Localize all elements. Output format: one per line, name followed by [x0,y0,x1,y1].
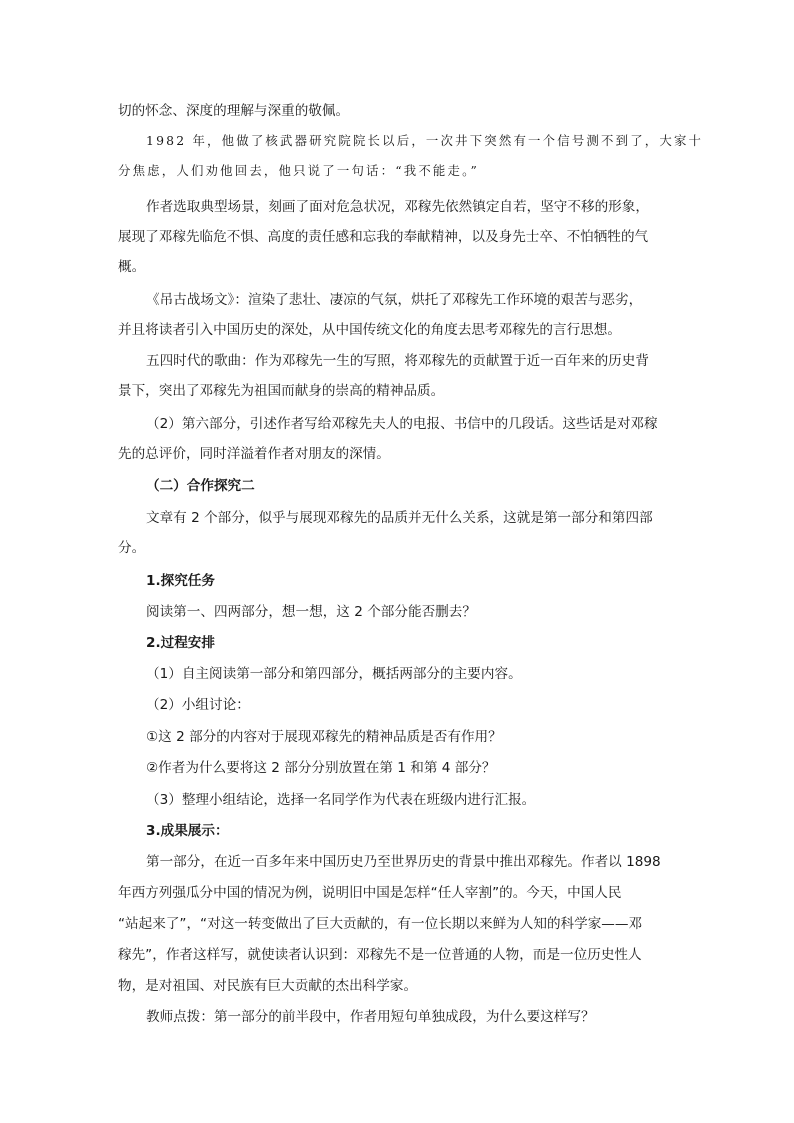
text-line: 景下，突出了邓稼先为祖国而献身的崇高的精神品质。 [118,383,445,399]
text-line: 第一部分，在近一百多年来中国历史乃至世界历史的背景中推出邓稼先。作者以 1898 [146,854,661,870]
text-line: “站起来了”，“对这一转变做出了巨大贡献的，有一位长期以来鲜为人知的科学家——邓 [118,916,643,932]
text-line: 教师点拨：第一部分的前半段中，作者用短句单独成段，为什么要这样写？ [146,1009,595,1025]
text-line: （2）第六部分，引述作者写给邓稼先夫人的电报、书信中的几段话。这些话是对邓稼 [146,416,658,432]
text-line: （3）整理小组结论，选择一名同学作为代表在班级内进行汇报。 [146,792,536,808]
text-line: （2）小组讨论： [146,697,250,713]
text-line: 阅读第一、四两部分，想一想，这 2 个部分能否删去？ [146,604,476,620]
section-heading: 3.成果展示： [146,823,229,839]
text-line: 稼先”，作者这样写，就使读者认识到：邓稼先不是一位普通的人物，而是一位历史性人 [118,947,642,963]
text-line: 并且将读者引入中国历史的深处，从中国传统文化的角度去思考邓稼先的言行思想。 [118,322,621,338]
text-line: 切的怀念、深度的理解与深重的敬佩。 [118,103,350,119]
text-line: （1）自主阅读第一部分和第四部分，概括两部分的主要内容。 [146,666,522,682]
section-heading: （二）合作探究二 [146,478,255,494]
text-line: 《吊古战场文》：渲染了悲壮、凄凉的气氛，烘托了邓稼先工作环境的艰苦与恶劣， [146,292,643,308]
text-line: 先的总评价，同时洋溢着作者对朋友的深情。 [118,446,390,462]
quote-line: 分焦虑，人们劝他回去，他只说了一句话：“我不能走。” [118,163,480,178]
text-line: ①这 2 部分的内容对于展现邓稼先的精神品质是否有作用？ [146,729,502,745]
quote-line: 1982 年，他做了核武器研究院院长以后，一次井下突然有一个信号测不到了，大家十 [146,133,704,148]
section-heading: 2.过程安排 [146,635,215,651]
section-heading: 1.探究任务 [146,573,215,589]
text-line: 作者选取典型场景，刻画了面对危急状况，邓稼先依然镇定自若，坚守不移的形象， [146,199,649,215]
text-line: 文章有 2 个部分，似乎与展现邓稼先的品质并无什么关系，这就是第一部分和第四部 [146,510,653,526]
text-line: 年西方列强瓜分中国的情况为例，说明旧中国是怎样“任人宰割”的。今天，中国人民 [118,885,622,901]
text-line: ②作者为什么要将这 2 部分分别放置在第 1 和第 4 部分？ [146,760,496,776]
text-line: 展现了邓稼先临危不惧、高度的责任感和忘我的奉献精神，以及身先士卒、不怕牺牲的气 [118,229,649,245]
text-line: 分。 [118,540,146,556]
text-line: 概。 [118,259,146,275]
text-line: 物，是对祖国、对民族有巨大贡献的杰出科学家。 [118,978,418,994]
text-line: 五四时代的歌曲：作为邓稼先一生的写照，将邓稼先的贡献置于近一百年来的历史背 [146,353,649,369]
